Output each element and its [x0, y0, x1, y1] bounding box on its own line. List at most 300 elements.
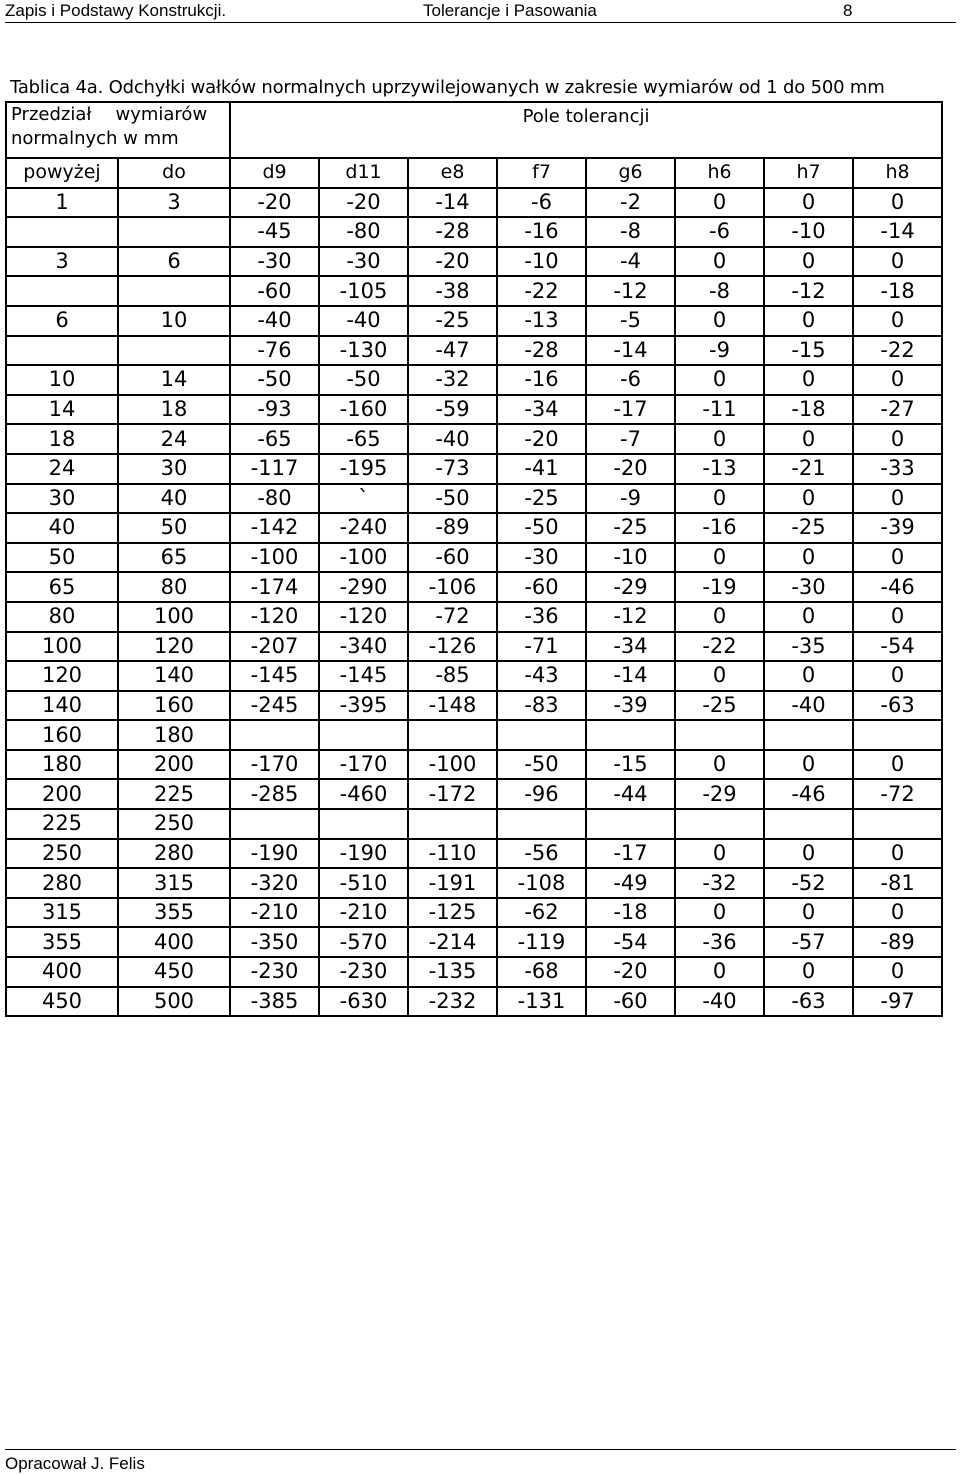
deviation-cell: -17 — [586, 395, 675, 425]
deviation-cell: -160 — [319, 395, 408, 425]
deviation-cell: -207 — [230, 632, 319, 662]
deviation-cell: 0 — [675, 839, 764, 869]
tolerance-table-body — [6, 102, 942, 1016]
range-to-cell: 315 — [118, 868, 230, 898]
deviation-cell — [408, 809, 497, 839]
deviation-cell: -28 — [408, 217, 497, 247]
deviation-cell: -106 — [408, 572, 497, 602]
deviation-cell: -34 — [586, 632, 675, 662]
deviation-cell: -105 — [319, 276, 408, 306]
range-above-cell: 450 — [6, 987, 118, 1017]
deviation-cell: -89 — [853, 927, 942, 957]
deviation-cell: -36 — [675, 927, 764, 957]
deviation-cell: -11 — [675, 395, 764, 425]
deviation-cell: 0 — [853, 365, 942, 395]
deviation-cell: -240 — [319, 513, 408, 543]
deviation-cell: 0 — [675, 602, 764, 632]
deviation-cell: -25 — [675, 691, 764, 721]
range-above-cell: 355 — [6, 927, 118, 957]
column-header-row — [6, 158, 942, 188]
deviation-cell: -630 — [319, 987, 408, 1017]
deviation-cell: 0 — [764, 306, 853, 336]
deviation-cell: -13 — [497, 306, 586, 336]
column-header-h7: h7 — [764, 158, 853, 188]
range-above-cell: 40 — [6, 513, 118, 543]
table-row — [6, 572, 942, 602]
table-row — [6, 957, 942, 987]
deviation-cell: -100 — [319, 543, 408, 573]
range-to-cell: 450 — [118, 957, 230, 987]
deviation-cell: -60 — [586, 987, 675, 1017]
deviation-cell: -340 — [319, 632, 408, 662]
range-above-cell — [6, 276, 118, 306]
range-header-a: Przedział — [11, 104, 92, 125]
deviation-cell: -40 — [408, 424, 497, 454]
range-above-cell: 200 — [6, 779, 118, 809]
deviation-cell: 0 — [853, 543, 942, 573]
table-title: Tablica 4a. Odchyłki wałków normalnych uprzywilejowanych w zakresie wymiarów od 1 do 500 mm — [10, 77, 885, 98]
deviation-cell: -14 — [586, 336, 675, 366]
deviation-cell: -9 — [675, 336, 764, 366]
deviation-cell — [230, 720, 319, 750]
table-row — [6, 868, 942, 898]
deviation-cell: ` — [319, 484, 408, 514]
deviation-cell: -43 — [497, 661, 586, 691]
deviation-cell: -96 — [497, 779, 586, 809]
deviation-cell: 0 — [764, 188, 853, 218]
column-header-e8: e8 — [408, 158, 497, 188]
column-header-g6: g6 — [586, 158, 675, 188]
deviation-cell — [675, 720, 764, 750]
deviation-cell: -30 — [230, 247, 319, 277]
table-row — [6, 336, 942, 366]
deviation-cell: -80 — [230, 484, 319, 514]
table-row — [6, 750, 942, 780]
deviation-cell: -14 — [408, 188, 497, 218]
deviation-cell: -45 — [230, 217, 319, 247]
range-to-cell: 100 — [118, 602, 230, 632]
deviation-cell: -33 — [853, 454, 942, 484]
page-footer — [5, 1449, 956, 1473]
deviation-cell: -25 — [497, 484, 586, 514]
deviation-cell: 0 — [675, 750, 764, 780]
range-above-cell: 140 — [6, 691, 118, 721]
deviation-cell: -15 — [764, 336, 853, 366]
table-row — [6, 839, 942, 869]
deviation-cell — [230, 809, 319, 839]
deviation-cell: -28 — [497, 336, 586, 366]
tolerance-table — [5, 101, 943, 1017]
table-row — [6, 395, 942, 425]
range-to-cell: 24 — [118, 424, 230, 454]
deviation-cell: 0 — [853, 898, 942, 928]
deviation-cell: -22 — [853, 336, 942, 366]
deviation-cell: -570 — [319, 927, 408, 957]
table-row — [6, 424, 942, 454]
deviation-cell: -14 — [853, 217, 942, 247]
range-above-cell: 6 — [6, 306, 118, 336]
deviation-cell: -68 — [497, 957, 586, 987]
deviation-cell: -6 — [586, 365, 675, 395]
deviation-cell: 0 — [853, 957, 942, 987]
deviation-cell: -50 — [230, 365, 319, 395]
range-above-cell: 1 — [6, 188, 118, 218]
deviation-cell: -50 — [319, 365, 408, 395]
column-header-h8: h8 — [853, 158, 942, 188]
deviation-cell: -47 — [408, 336, 497, 366]
deviation-cell: -40 — [675, 987, 764, 1017]
range-to-cell: 200 — [118, 750, 230, 780]
range-above-cell: 3 — [6, 247, 118, 277]
deviation-cell: -16 — [497, 217, 586, 247]
deviation-cell: -20 — [319, 188, 408, 218]
deviation-cell: 0 — [853, 247, 942, 277]
deviation-cell — [497, 720, 586, 750]
deviation-cell — [853, 720, 942, 750]
deviation-cell: -97 — [853, 987, 942, 1017]
deviation-cell: -12 — [586, 276, 675, 306]
table-row — [6, 632, 942, 662]
deviation-cell: -190 — [230, 839, 319, 869]
deviation-cell: -16 — [497, 365, 586, 395]
deviation-cell: -100 — [408, 750, 497, 780]
deviation-cell: -195 — [319, 454, 408, 484]
range-to-cell: 80 — [118, 572, 230, 602]
deviation-cell: -10 — [497, 247, 586, 277]
deviation-cell — [319, 809, 408, 839]
deviation-cell: -4 — [586, 247, 675, 277]
deviation-cell: -50 — [497, 750, 586, 780]
deviation-cell: 0 — [764, 839, 853, 869]
deviation-cell: -100 — [230, 543, 319, 573]
deviation-cell: -73 — [408, 454, 497, 484]
deviation-cell: 0 — [764, 543, 853, 573]
deviation-cell: -18 — [853, 276, 942, 306]
deviation-cell: 0 — [764, 957, 853, 987]
range-to-cell: 50 — [118, 513, 230, 543]
deviation-cell: 0 — [675, 484, 764, 514]
deviation-cell: 0 — [853, 484, 942, 514]
table-row — [6, 779, 942, 809]
deviation-cell: -85 — [408, 661, 497, 691]
deviation-cell: 0 — [675, 306, 764, 336]
range-above-cell — [6, 217, 118, 247]
deviation-cell: -50 — [408, 484, 497, 514]
column-header-to: do — [118, 158, 230, 188]
deviation-cell: -350 — [230, 927, 319, 957]
deviation-cell: -29 — [675, 779, 764, 809]
deviation-cell: -30 — [319, 247, 408, 277]
deviation-cell: -80 — [319, 217, 408, 247]
deviation-cell: -46 — [764, 779, 853, 809]
deviation-cell: -25 — [586, 513, 675, 543]
range-header-b: wymiarów — [115, 104, 208, 125]
deviation-cell: -232 — [408, 987, 497, 1017]
range-to-cell: 40 — [118, 484, 230, 514]
range-to-cell: 225 — [118, 779, 230, 809]
range-above-cell: 14 — [6, 395, 118, 425]
range-to-cell: 160 — [118, 691, 230, 721]
deviation-cell: -5 — [586, 306, 675, 336]
deviation-cell: -131 — [497, 987, 586, 1017]
deviation-cell: 0 — [675, 543, 764, 573]
deviation-cell: 0 — [675, 661, 764, 691]
deviation-cell: -63 — [764, 987, 853, 1017]
deviation-cell: -72 — [408, 602, 497, 632]
deviation-cell: -19 — [675, 572, 764, 602]
deviation-cell: -40 — [764, 691, 853, 721]
range-to-cell: 3 — [118, 188, 230, 218]
header-course-title: Zapis i Podstawy Konstrukcji. — [5, 1, 227, 20]
deviation-cell: -6 — [675, 217, 764, 247]
deviation-cell: -108 — [497, 868, 586, 898]
range-above-cell: 50 — [6, 543, 118, 573]
deviation-cell: -170 — [319, 750, 408, 780]
deviation-cell — [675, 809, 764, 839]
deviation-cell: -65 — [319, 424, 408, 454]
deviation-cell: -72 — [853, 779, 942, 809]
deviation-cell: 0 — [675, 898, 764, 928]
deviation-cell: -38 — [408, 276, 497, 306]
deviation-cell: -174 — [230, 572, 319, 602]
deviation-cell: -10 — [764, 217, 853, 247]
deviation-cell: -20 — [497, 424, 586, 454]
deviation-cell: 0 — [853, 602, 942, 632]
deviation-cell: -385 — [230, 987, 319, 1017]
deviation-cell: -40 — [319, 306, 408, 336]
range-to-cell: 120 — [118, 632, 230, 662]
range-above-cell: 80 — [6, 602, 118, 632]
deviation-cell: -210 — [319, 898, 408, 928]
deviation-cell: -395 — [319, 691, 408, 721]
page-header — [5, 0, 956, 23]
deviation-cell: -22 — [675, 632, 764, 662]
deviation-cell: -60 — [408, 543, 497, 573]
range-above-cell: 30 — [6, 484, 118, 514]
deviation-cell: -18 — [586, 898, 675, 928]
deviation-cell: -120 — [319, 602, 408, 632]
deviation-cell: -145 — [319, 661, 408, 691]
deviation-cell: -41 — [497, 454, 586, 484]
deviation-cell: -230 — [230, 957, 319, 987]
range-to-cell — [118, 336, 230, 366]
deviation-cell: -172 — [408, 779, 497, 809]
deviation-cell: -285 — [230, 779, 319, 809]
deviation-cell: -14 — [586, 661, 675, 691]
table-row — [6, 720, 942, 750]
range-above-cell: 160 — [6, 720, 118, 750]
range-to-cell: 355 — [118, 898, 230, 928]
deviation-cell: -49 — [586, 868, 675, 898]
table-row — [6, 809, 942, 839]
deviation-cell: -83 — [497, 691, 586, 721]
range-to-cell: 140 — [118, 661, 230, 691]
deviation-cell: -460 — [319, 779, 408, 809]
range-to-cell: 180 — [118, 720, 230, 750]
table-row — [6, 661, 942, 691]
deviation-cell: -76 — [230, 336, 319, 366]
deviation-cell: -32 — [675, 868, 764, 898]
deviation-cell: 0 — [675, 957, 764, 987]
range-to-cell: 250 — [118, 809, 230, 839]
deviation-cell: -81 — [853, 868, 942, 898]
deviation-cell: -130 — [319, 336, 408, 366]
deviation-cell: -148 — [408, 691, 497, 721]
deviation-cell: -25 — [764, 513, 853, 543]
deviation-cell — [764, 809, 853, 839]
range-to-cell — [118, 276, 230, 306]
column-header-above: powyżej — [6, 158, 118, 188]
deviation-cell: 0 — [853, 839, 942, 869]
range-above-cell: 400 — [6, 957, 118, 987]
range-above-cell: 225 — [6, 809, 118, 839]
range-to-cell: 10 — [118, 306, 230, 336]
table-row — [6, 188, 942, 218]
deviation-cell: 0 — [853, 750, 942, 780]
table-row — [6, 365, 942, 395]
deviation-cell — [764, 720, 853, 750]
range-header — [6, 102, 230, 158]
deviation-cell — [408, 720, 497, 750]
deviation-cell: 0 — [675, 247, 764, 277]
deviation-cell: 0 — [764, 750, 853, 780]
deviation-cell: -110 — [408, 839, 497, 869]
range-to-cell: 280 — [118, 839, 230, 869]
deviation-cell: -27 — [853, 395, 942, 425]
deviation-cell: 0 — [853, 661, 942, 691]
deviation-cell: -30 — [497, 543, 586, 573]
table-row — [6, 691, 942, 721]
deviation-cell: -52 — [764, 868, 853, 898]
deviation-cell: -32 — [408, 365, 497, 395]
footer-author: Opracował J. Felis — [5, 1454, 145, 1473]
deviation-cell: -17 — [586, 839, 675, 869]
tolerance-field-header: Pole tolerancji — [230, 102, 942, 158]
deviation-cell: -39 — [853, 513, 942, 543]
deviation-cell: 0 — [764, 424, 853, 454]
deviation-cell: -63 — [853, 691, 942, 721]
deviation-cell: 0 — [764, 247, 853, 277]
range-above-cell: 250 — [6, 839, 118, 869]
deviation-cell: -20 — [586, 454, 675, 484]
deviation-cell: -190 — [319, 839, 408, 869]
range-above-cell: 280 — [6, 868, 118, 898]
deviation-cell: -8 — [586, 217, 675, 247]
table-row — [6, 217, 942, 247]
deviation-cell: -6 — [497, 188, 586, 218]
deviation-cell: 0 — [853, 424, 942, 454]
range-above-cell: 100 — [6, 632, 118, 662]
deviation-cell: -35 — [764, 632, 853, 662]
deviation-cell: -191 — [408, 868, 497, 898]
deviation-cell: -16 — [675, 513, 764, 543]
deviation-cell: -510 — [319, 868, 408, 898]
deviation-cell: -120 — [230, 602, 319, 632]
column-header-d11: d11 — [319, 158, 408, 188]
deviation-cell: -30 — [764, 572, 853, 602]
deviation-cell: -170 — [230, 750, 319, 780]
range-to-cell — [118, 217, 230, 247]
range-above-cell: 24 — [6, 454, 118, 484]
deviation-cell: -36 — [497, 602, 586, 632]
header-page-number: 8 — [843, 1, 853, 20]
range-to-cell: 65 — [118, 543, 230, 573]
range-above-cell: 65 — [6, 572, 118, 602]
deviation-cell: 0 — [675, 365, 764, 395]
deviation-cell: -20 — [586, 957, 675, 987]
table-row — [6, 484, 942, 514]
deviation-cell: -25 — [408, 306, 497, 336]
deviation-cell: -135 — [408, 957, 497, 987]
table-row — [6, 454, 942, 484]
range-to-cell: 500 — [118, 987, 230, 1017]
deviation-cell: -125 — [408, 898, 497, 928]
deviation-cell: -89 — [408, 513, 497, 543]
deviation-cell — [586, 809, 675, 839]
range-to-cell: 30 — [118, 454, 230, 484]
range-to-cell: 14 — [118, 365, 230, 395]
deviation-cell: -93 — [230, 395, 319, 425]
deviation-cell: -119 — [497, 927, 586, 957]
deviation-cell: -60 — [230, 276, 319, 306]
range-above-cell: 120 — [6, 661, 118, 691]
range-above-cell: 315 — [6, 898, 118, 928]
deviation-cell: 0 — [853, 188, 942, 218]
deviation-cell: -10 — [586, 543, 675, 573]
deviation-cell: -29 — [586, 572, 675, 602]
deviation-cell: -59 — [408, 395, 497, 425]
deviation-cell: -65 — [230, 424, 319, 454]
table-row — [6, 987, 942, 1017]
header-section-title: Tolerancje i Pasowania — [423, 1, 597, 20]
range-header-c: normalnych w mm — [11, 128, 179, 149]
deviation-cell: 0 — [764, 898, 853, 928]
deviation-cell: -13 — [675, 454, 764, 484]
column-header-h6: h6 — [675, 158, 764, 188]
deviation-cell — [853, 809, 942, 839]
range-to-cell: 6 — [118, 247, 230, 277]
deviation-cell: -126 — [408, 632, 497, 662]
deviation-cell: -56 — [497, 839, 586, 869]
deviation-cell: -20 — [408, 247, 497, 277]
deviation-cell: -2 — [586, 188, 675, 218]
deviation-cell: -34 — [497, 395, 586, 425]
deviation-cell: -18 — [764, 395, 853, 425]
deviation-cell: -57 — [764, 927, 853, 957]
deviation-cell: -245 — [230, 691, 319, 721]
deviation-cell: 0 — [764, 661, 853, 691]
deviation-cell: -8 — [675, 276, 764, 306]
deviation-cell: -39 — [586, 691, 675, 721]
column-header-d9: d9 — [230, 158, 319, 188]
deviation-cell: -9 — [586, 484, 675, 514]
deviation-cell — [319, 720, 408, 750]
deviation-cell: -21 — [764, 454, 853, 484]
deviation-cell: -12 — [586, 602, 675, 632]
range-to-cell: 400 — [118, 927, 230, 957]
deviation-cell: 0 — [764, 602, 853, 632]
deviation-cell: -145 — [230, 661, 319, 691]
deviation-cell: -62 — [497, 898, 586, 928]
deviation-cell: -71 — [497, 632, 586, 662]
deviation-cell: -117 — [230, 454, 319, 484]
range-above-cell: 10 — [6, 365, 118, 395]
deviation-cell: 0 — [764, 484, 853, 514]
deviation-cell: -54 — [586, 927, 675, 957]
deviation-cell — [586, 720, 675, 750]
deviation-cell: 0 — [853, 306, 942, 336]
deviation-cell: -22 — [497, 276, 586, 306]
